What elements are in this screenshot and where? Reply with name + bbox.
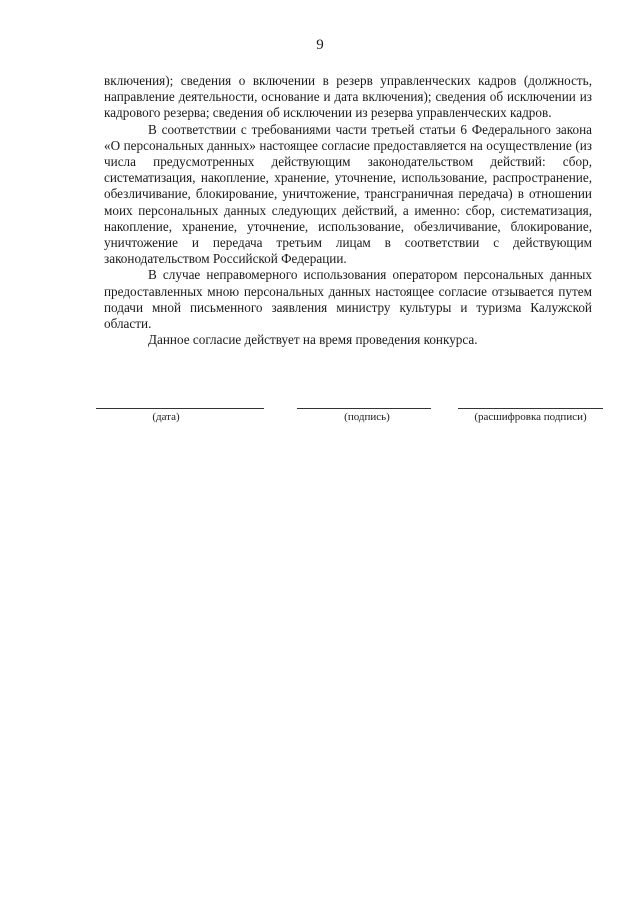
- date-line: [96, 408, 264, 409]
- name-decoding-field: [458, 408, 603, 424]
- page-number: 9: [316, 37, 324, 53]
- paragraph-continuation: включения); сведения о включении в резерв управленческих кадров (должность, направление деятельности, основание и дата включения); сведения об исключении из кадрового резерва; сведения об исключении из резерва управленческих кадров.: [104, 73, 592, 121]
- document-body: [104, 73, 592, 348]
- signature-caption: (подпись): [344, 411, 390, 423]
- date-caption: (дата): [152, 411, 180, 423]
- signature-field: [297, 408, 431, 424]
- paragraph-consent-actions: В соответствии с требованиями части третьей статьи 6 Федерального закона «О персональных данных» настоящее согласие предоставляется на осуществление (из числа предусмотренных действующим законодательством действий: сбор, систематизация, накопление, хранение, уточнение, использование, распространение, обезличивание, блокирование, уничтожение, трансграничная передача) в отношении моих персональных данных следующих действий, а именно: сбор, систематизация, накопление, хранение, уточнение, использование, обезличивание, блокирование, уничтожение и передача третьим лицам в соответствии с действующим законодательством Российской Федерации.: [104, 121, 592, 267]
- date-field: [96, 408, 264, 424]
- name-decoding-caption: (расшифровка подписи): [474, 411, 587, 423]
- paragraph-validity: Данное согласие действует на время проведения конкурса.: [148, 332, 478, 348]
- signature-block: [0, 408, 640, 438]
- name-decoding-line: [458, 408, 603, 409]
- paragraph-revocation: В случае неправомерного использования оператором персональных данных предоставленных мною персональных данных настоящее согласие отзывается путем подачи мной письменного заявления министру культуры и туризма Калужской области.: [104, 267, 592, 332]
- signature-line: [297, 408, 431, 409]
